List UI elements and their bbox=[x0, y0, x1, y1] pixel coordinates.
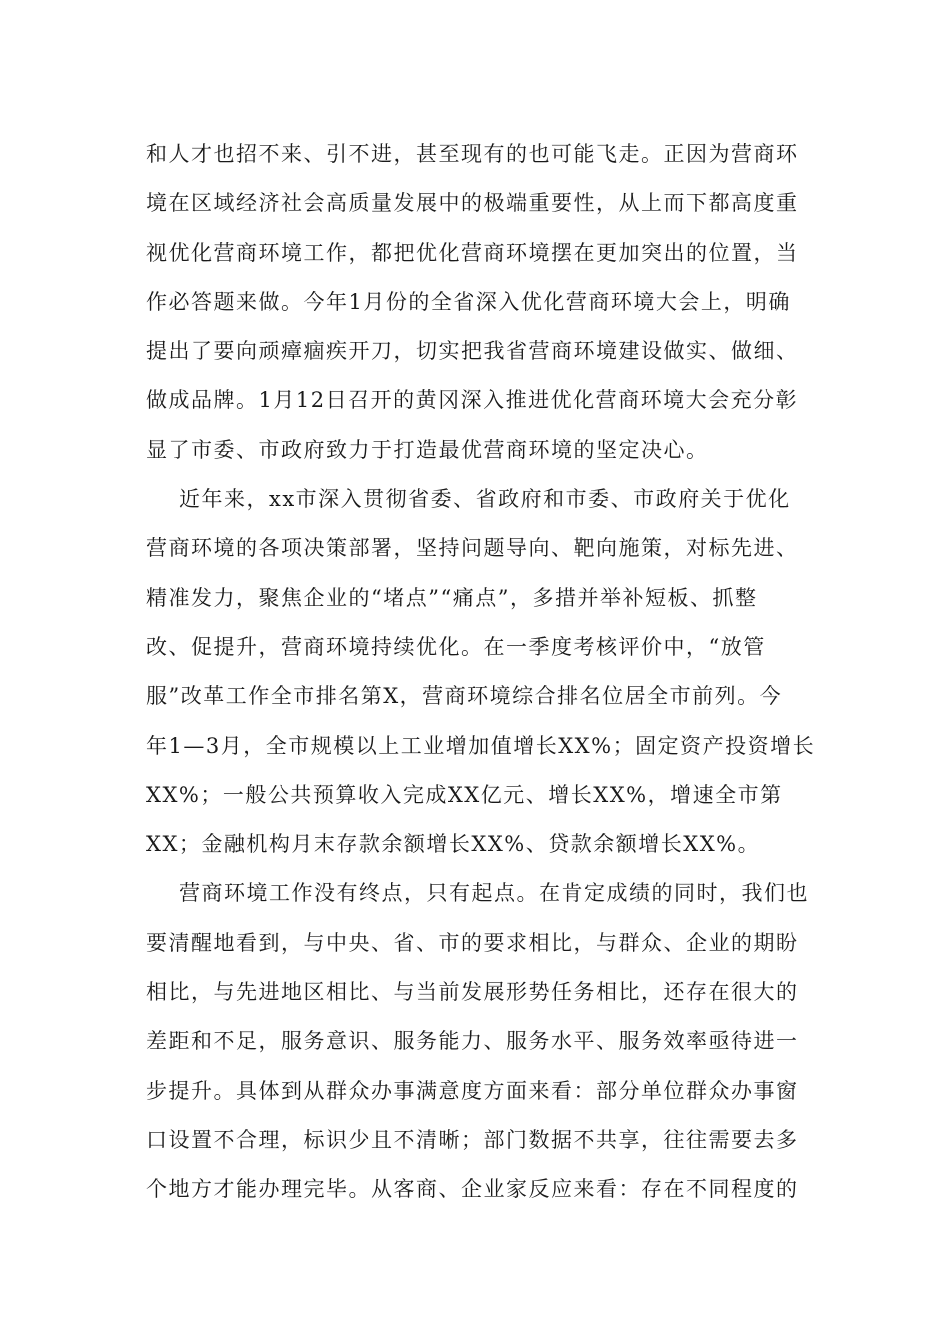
text-line: 差距和不足，服务意识、服务能力、服务水平、服务效率亟待进一 bbox=[146, 1029, 799, 1054]
text-line: 视优化营商环境工作，都把优化营商环境摆在更加突出的位置，当 bbox=[146, 240, 799, 265]
paragraph-first-line: 营商环境工作没有终点，只有起点。在肯定成绩的同时，我们也 bbox=[179, 881, 809, 906]
text-line: 显了市委、市政府致力于打造最优营商环境的坚定决心。 bbox=[146, 437, 709, 462]
text-line: 和人才也招不来、引不进，甚至现有的也可能飞走。正因为营商环 bbox=[146, 142, 799, 166]
text-line: 境在区域经济社会高质量发展中的极端重要性，从上而下都高度重 bbox=[146, 191, 799, 216]
text-line: 做成品牌。1月12日召开的黄冈深入推进优化营商环境大会充分彰 bbox=[146, 388, 799, 413]
text-line: 个地方才能办理完毕。从客商、企业家反应来看：存在不同程度的 bbox=[146, 1177, 799, 1202]
text-line: 改、促提升，营商环境持续优化。在一季度考核评价中，“放管 bbox=[146, 634, 766, 659]
text-line: 服”改革工作全市排名第X，营商环境综合排名位居全市前列。今 bbox=[146, 684, 783, 709]
text-line: 步提升。具体到从群众办事满意度方面来看：部分单位群众办事窗 bbox=[146, 1078, 799, 1103]
text-line: 提出了要向顽瘴痼疾开刀，切实把我省营商环境建设做实、做细、 bbox=[146, 339, 799, 364]
text-line: 精准发力，聚焦企业的“堵点”“痛点”，多措并举补短板、抓整 bbox=[146, 585, 758, 610]
text-line: 要清醒地看到，与中央、省、市的要求相比，与群众、企业的期盼 bbox=[146, 930, 799, 955]
text-line: 口设置不合理，标识少且不清晰；部门数据不共享，往往需要去多 bbox=[146, 1127, 799, 1152]
text-line: 营商环境的各项决策部署，坚持问题导向、靶向施策，对标先进、 bbox=[146, 536, 799, 561]
text-line: XX；金融机构月末存款余额增长XX%、贷款余额增长XX%。 bbox=[146, 832, 761, 857]
paragraph-first-line: 近年来，xx市深入贯彻省委、省政府和市委、市政府关于优化 bbox=[179, 487, 791, 512]
document-body bbox=[146, 130, 816, 1215]
text-line: 相比，与先进地区相比、与当前发展形势任务相比，还存在很大的 bbox=[146, 980, 799, 1005]
text-line: 年1—3月，全市规模以上工业增加值增长XX%；固定资产投资增长 bbox=[146, 733, 816, 758]
text-line: 作必答题来做。今年1月份的全省深入优化营商环境大会上，明确 bbox=[146, 289, 791, 314]
text-line: XX%；一般公共预算收入完成XX亿元、增长XX%，增速全市第 bbox=[146, 782, 783, 807]
